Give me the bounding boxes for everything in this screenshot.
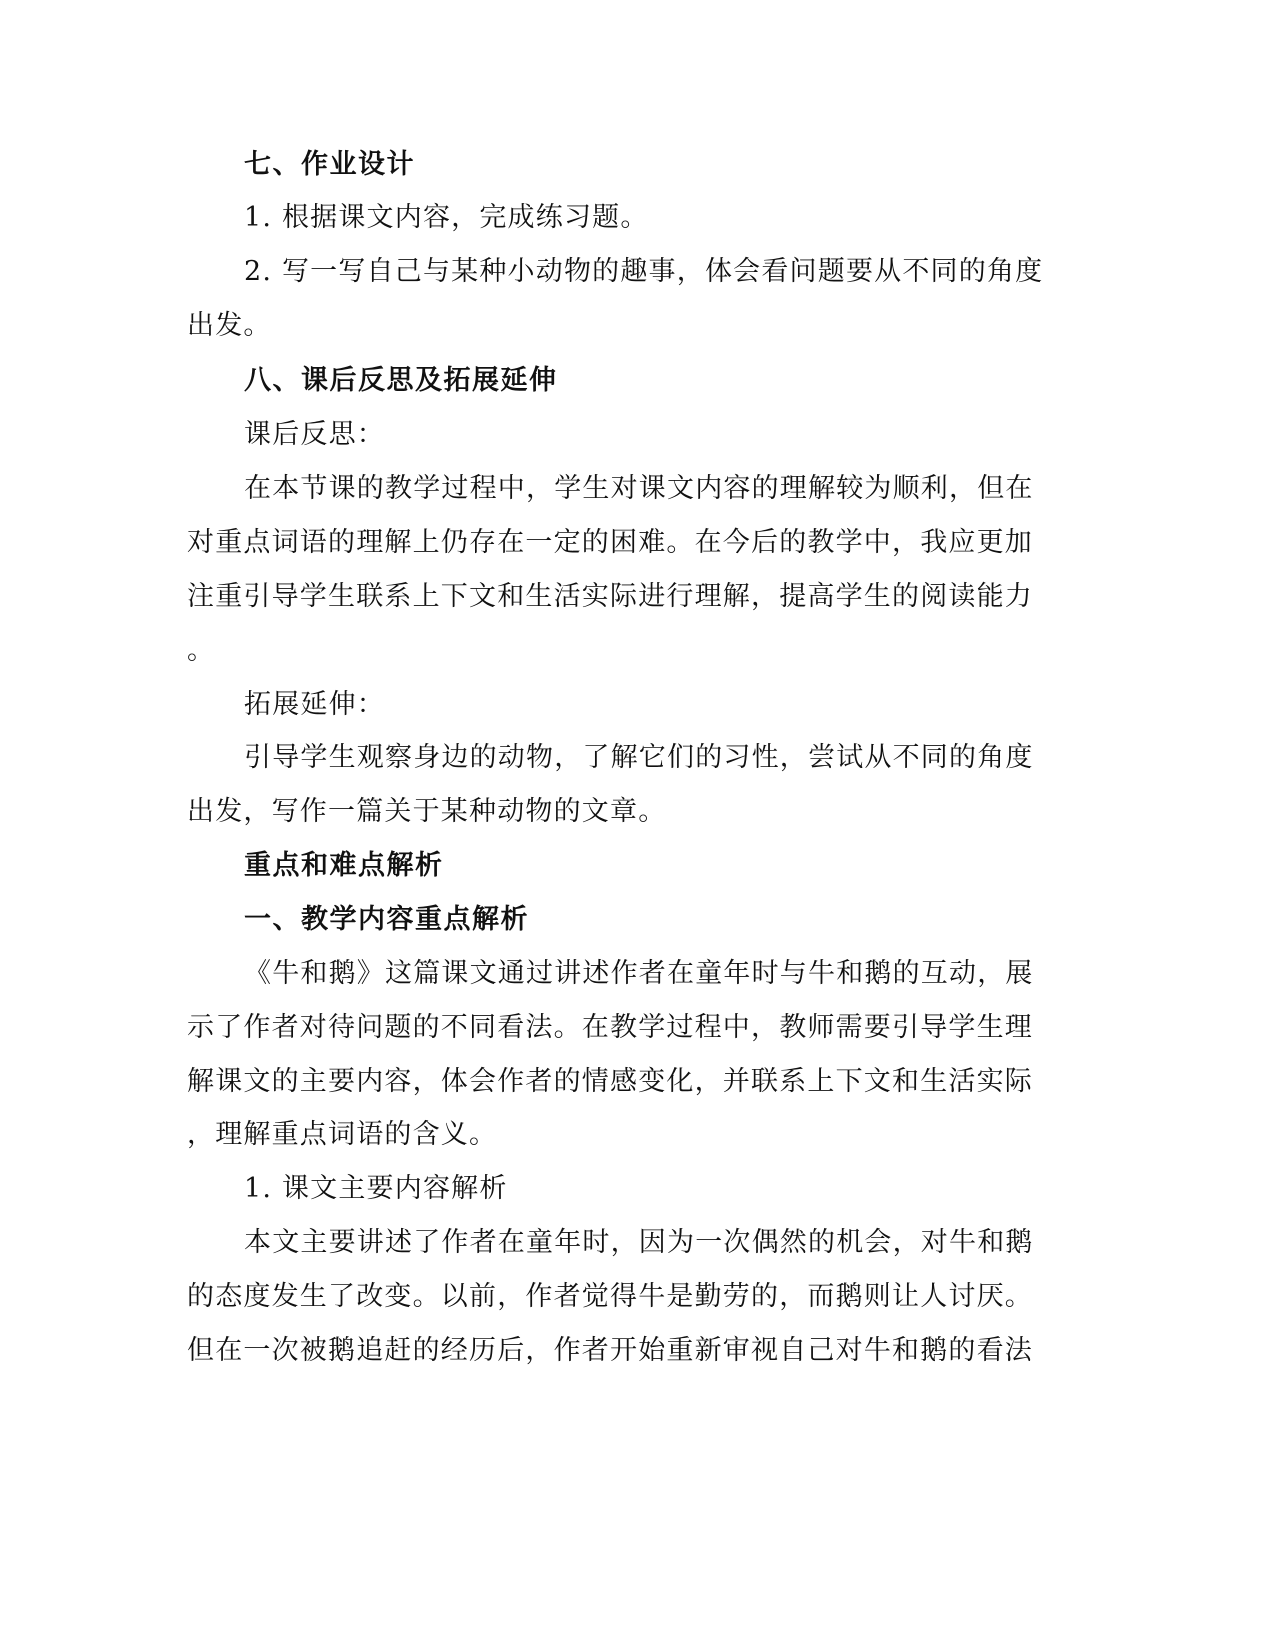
paragraph-line: 《牛和鹅》这篇课文通过讲述作者在童年时与牛和鹅的互动，展 bbox=[244, 958, 1034, 989]
extension-label: 拓展延伸： bbox=[244, 689, 385, 720]
paragraph-line: 的态度发生了改变。以前，作者觉得牛是勤劳的，而鹅则让人讨厌。 bbox=[187, 1281, 1033, 1312]
homework-item-2: 2. 写一写自己与某种小动物的趣事，体会看问题要从不同的角度 bbox=[244, 256, 1044, 287]
paragraph-line: 出发，写作一篇关于某种动物的文章。 bbox=[187, 796, 667, 827]
subheading-main-content: 1. 课文主要内容解析 bbox=[244, 1173, 508, 1204]
homework-item-2-continued: 出发。 bbox=[187, 310, 272, 341]
section-heading-content-analysis: 一、教学内容重点解析 bbox=[244, 904, 529, 935]
paragraph-line: 引导学生观察身边的动物，了解它们的习性，尝试从不同的角度 bbox=[244, 742, 1034, 773]
paragraph-line: 在本节课的教学过程中，学生对课文内容的理解较为顺利，但在 bbox=[244, 473, 1034, 504]
section-heading-reflection: 八、课后反思及拓展延伸 bbox=[244, 365, 558, 396]
paragraph-line: 示了作者对待问题的不同看法。在教学过程中，教师需要引导学生理 bbox=[187, 1012, 1033, 1043]
paragraph-line: 对重点词语的理解上仍存在一定的困难。在今后的教学中，我应更加 bbox=[187, 527, 1033, 558]
paragraph-line: 解课文的主要内容，体会作者的情感变化，并联系上下文和生活实际 bbox=[187, 1066, 1033, 1097]
paragraph-line: 但在一次被鹅追赶的经历后，作者开始重新审视自己对牛和鹅的看法 bbox=[187, 1335, 1033, 1366]
homework-item-1: 1. 根据课文内容，完成练习题。 bbox=[244, 202, 649, 233]
section-heading-homework: 七、作业设计 bbox=[244, 149, 415, 180]
paragraph-line: ，理解重点词语的含义。 bbox=[187, 1119, 498, 1150]
paragraph-line: 本文主要讲述了作者在童年时，因为一次偶然的机会，对牛和鹅 bbox=[244, 1227, 1034, 1258]
paragraph-line: 。 bbox=[187, 635, 216, 666]
section-heading-key-points: 重点和难点解析 bbox=[244, 850, 444, 881]
paragraph-line: 注重引导学生联系上下文和生活实际进行理解，提高学生的阅读能力 bbox=[187, 581, 1033, 612]
reflection-label: 课后反思： bbox=[244, 419, 385, 450]
